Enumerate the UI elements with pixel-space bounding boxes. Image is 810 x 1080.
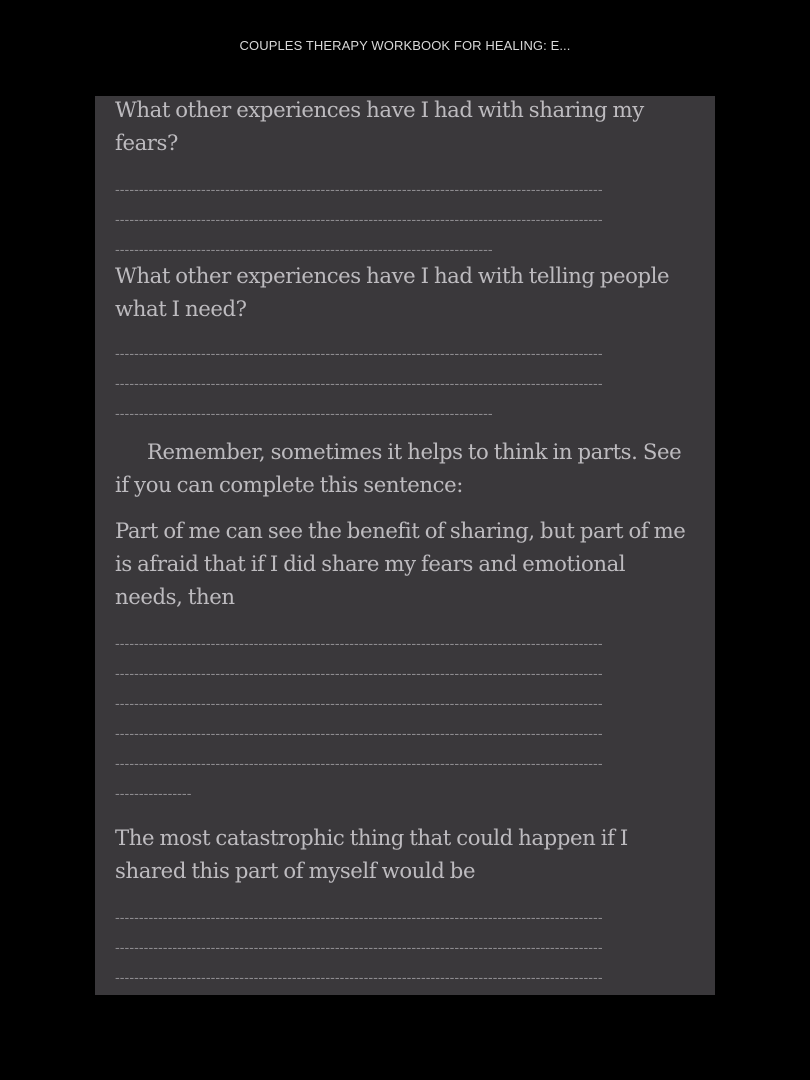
- answer-line: ------------------------------------------------------------------------------------------------------: [115, 182, 603, 198]
- prompt-part-of-me: Part of me can see the benefit of sharing, but part of me is afraid that if I did share my fears and emotional needs, then: [115, 518, 686, 609]
- answer-line: ------------------------------------------------------------------------------------------------------: [115, 636, 603, 652]
- prompt-catastrophic: The most catastrophic thing that could happen if I shared this part of myself would be: [115, 825, 628, 883]
- answer-line: ------------------------------------------------------------------------------------------------------: [115, 970, 603, 986]
- answer-line: ------------------------------------------------------------------------------------------------------: [115, 666, 603, 682]
- answer-line: ------------------------------------------------------------------------------------------------------: [115, 212, 603, 228]
- answer-line: ------------------------------------------------------------------------------------------------------: [115, 940, 603, 956]
- answer-line: ------------------------------------------------------------------------------------------------------: [115, 726, 603, 742]
- page-content: [115, 96, 690, 993]
- question-telling-needs: What other experiences have I had with telling people what I need?: [115, 263, 670, 321]
- book-title: COUPLES THERAPY WORKBOOK FOR HEALING: E...: [239, 38, 571, 53]
- answer-line: ------------------------------------------------------------------------------------------------------: [115, 696, 603, 712]
- answer-line: ------------------------------------------------------------------------------------------------------: [115, 756, 603, 772]
- answer-line: ------------------------------------------------------------------------------------------------------: [115, 346, 603, 362]
- question-sharing-fears: What other experiences have I had with sharing my fears?: [115, 97, 644, 155]
- paragraph-think-in-parts: Remember, sometimes it helps to think in parts. See if you can complete this sentence:: [115, 439, 682, 497]
- answer-line: -------------------------------------------------------------------------------: [115, 242, 493, 258]
- book-page: [95, 96, 715, 995]
- answer-line: ------------------------------------------------------------------------------------------------------: [115, 376, 603, 392]
- answer-line: ------------------------------------------------------------------------------------------------------: [115, 910, 603, 926]
- answer-line: -------------------------------------------------------------------------------: [115, 406, 493, 422]
- answer-line: ----------------: [115, 786, 192, 802]
